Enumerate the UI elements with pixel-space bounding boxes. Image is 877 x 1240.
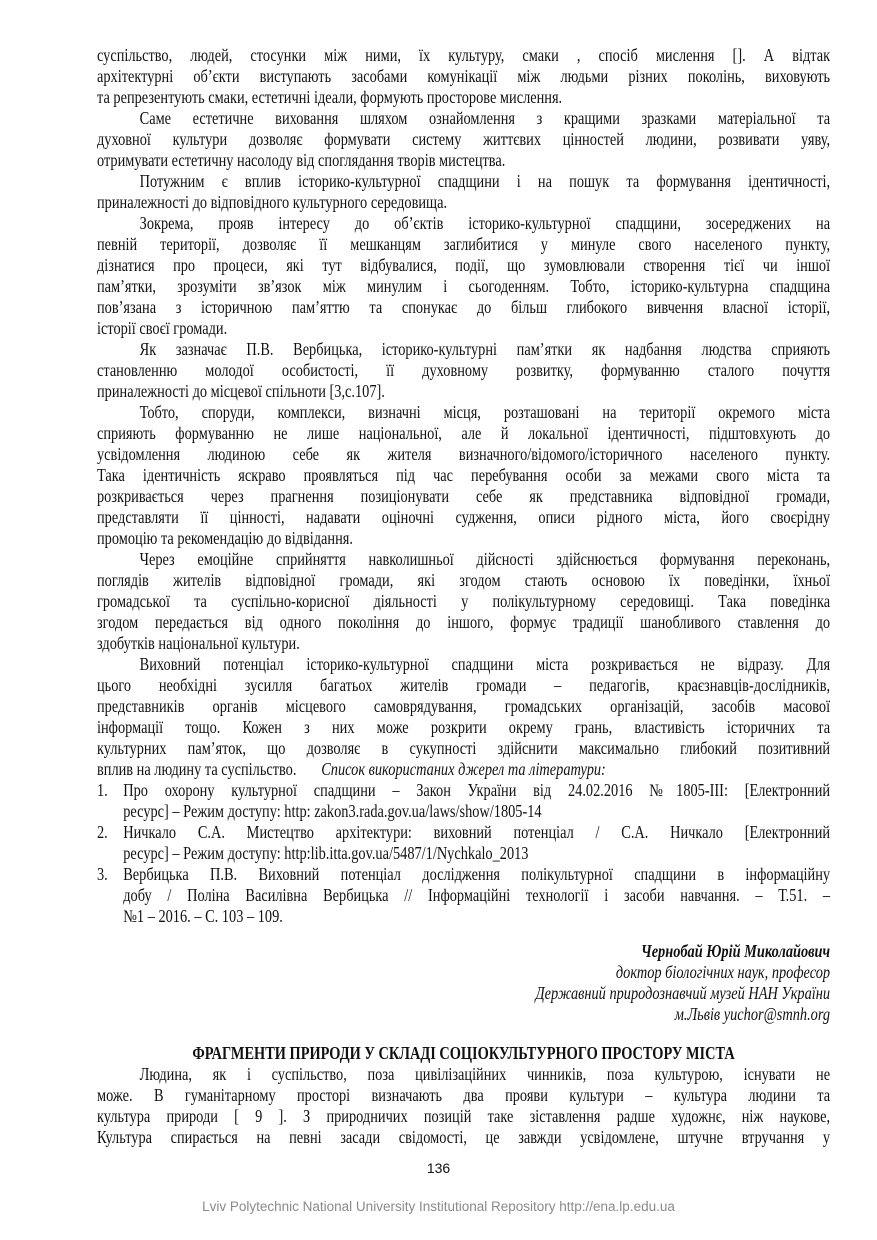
text-line: здобутків національної культури. — [97, 633, 300, 653]
text-line: поглядів жителів відповідної громади, які згодом стають основою їх поведінки, їхньої — [97, 570, 831, 590]
text-line: архітектурні об’єкти виступають засобами комунікації між людьми різних поколінь, виховують — [97, 66, 831, 86]
text-line: Саме естетичне виховання шляхом ознайомлення з кращими зразками матеріальної та — [139, 108, 831, 128]
text-line: історії своєї громади. — [97, 318, 228, 338]
reference-number: 3. — [97, 864, 108, 884]
references-section — [97, 759, 830, 927]
author-degree: доктор біологічних наук, професор — [615, 962, 831, 982]
reference-item — [97, 864, 830, 927]
text-line: Така ідентичність яскраво проявляться під час перебування особи за межами свого міста та — [97, 465, 831, 485]
references-title: Список використаних джерел та літератури: — [321, 759, 606, 779]
reference-item — [97, 780, 830, 822]
paragraph — [97, 45, 830, 108]
text-line: представляти її цінності, надавати оціночні судження, описи рідного міста, його своєрідну — [97, 507, 831, 527]
reference-number: 1. — [97, 780, 108, 800]
text-line: Зокрема, прояв інтересу до об’єктів історико-культурної спадщини, зосереджених на — [139, 213, 831, 233]
text-line: культура природи [ 9 ]. З природничих позицій таке зіставлення радше художнє, ніж наукове, — [97, 1106, 831, 1126]
reference-line: Вербицька П.В. Виховний потенціал дослідження полікультурної спадщини в інформаційну — [123, 864, 831, 884]
text-line: суспільство, людей, стосунки між ними, їх культуру, смаки , спосіб мислення []. А відтак — [97, 45, 831, 65]
text-line: Як зазначає П.В. Вербицька, історико-культурні пам’ятки як надбання людства сприяють — [139, 339, 831, 359]
author-name: Чернобай Юрій Миколайович — [640, 941, 831, 961]
text-line: та репрезентують смаки, естетичні ідеали, формують просторове мислення. — [97, 87, 563, 107]
text-line: Через емоційне сприйняття навколишньої дійсності здійснюється формування переконань, — [139, 549, 831, 569]
text-line: становленню молодої особистості, її духовному розвитку, формуванню сталого почуття — [97, 360, 831, 380]
reference-line: Ничкало С.А. Мистецтво архітектури: виховний потенціал / С.А. Ничкало [Електронний — [123, 822, 831, 842]
paragraph — [97, 213, 830, 339]
text-line: Тобто, споруди, комплекси, визначні місця, розташовані на території окремого міста — [139, 402, 831, 422]
text-line: Потужним є вплив історико-культурної спадщини і на пошук та формування ідентичності, — [139, 171, 831, 191]
reference-line: ресурс] – Режим доступу: http: zakon3.rada.gov.ua/laws/show/1805-14 — [123, 801, 542, 821]
text-line: громадської та суспільно-корисної діяльності у полікультурному середовищі. Така поведінка — [97, 591, 831, 611]
paragraph — [97, 108, 830, 171]
reference-line: добу / Поліна Василівна Вербицька // Інформаційні технології і засоби навчання. – Т.51. – — [123, 885, 831, 905]
body-text — [97, 45, 830, 780]
author-block — [97, 941, 830, 1025]
reference-line: №1 – 2016. – С. 103 – 109. — [123, 906, 283, 926]
paragraph — [97, 1064, 830, 1148]
article-section — [97, 1043, 830, 1148]
text-line: згодом передається від одного покоління до іншого, формує традиції шанобливого ставлення до — [97, 612, 831, 632]
reference-line: ресурс] – Режим доступу: http:lib.itta.gov.ua/5487/1/Nychkalo_2013 — [123, 843, 529, 863]
text-line: пов’язана з історичною пам’яттю та спонукає до більш глибокого вивчення власної історії, — [97, 297, 831, 317]
text-line: представників органів місцевого самоврядування, громадських організацій, засобів масової — [97, 696, 831, 716]
text-line: розкривається через прагнення позиціонувати себе як представника відповідної громади, — [97, 486, 831, 506]
text-line: дізнатися про процеси, які тут відбувалися, події, що зумовлювали створення тієї чи іншої — [97, 255, 831, 275]
text-line: Культура спирається на певні засади свідомості, це завжди усвідомлене, штучне втручання у — [97, 1127, 831, 1147]
reference-line: Про охорону культурної спадщини – Закон України від 24.02.2016 №1805-III: [Електронний — [123, 780, 831, 800]
article-body — [97, 1064, 830, 1148]
repository-footer: Lviv Polytechnic National University Institutional Repository http://ena.lp.edu.ua — [202, 1199, 675, 1214]
text-line: сприяють формуванню не лише національної, але й локальної ідентичності, підштовхують до — [97, 423, 831, 443]
reference-item — [97, 822, 830, 864]
text-line: Людина, як і суспільство, поза цивілізаційних чинників, поза культурою, існувати не — [139, 1064, 831, 1084]
text-line: приналежності до місцевої спільноти [3,с.107]. — [97, 381, 385, 401]
text-line: вплив на людину та суспільство. — [97, 759, 297, 779]
text-line: промоцію та рекомендацію до відвідання. — [97, 528, 353, 548]
author-location-email: м.Львів yuchor@smnh.org — [674, 1004, 831, 1024]
text-line: Виховний потенціал історико-культурної спадщини міста розкривається не відразу. Для — [139, 654, 831, 674]
paragraph — [97, 402, 830, 549]
text-line: цього необхідні зусилля багатьох жителів громади – педагогів, краєзнавців-дослідників, — [97, 675, 831, 695]
text-line: певній території, дозволяє її мешканцям заглибитися у минуле свого населеного пункту, — [97, 234, 831, 254]
text-line: може. В гуманітарному просторі визначають два прояви культури – культура людини та — [97, 1085, 831, 1105]
article-title: ФРАГМЕНТИ ПРИРОДИ У СКЛАДІ СОЦІОКУЛЬТУРНОГО ПРОСТОРУ МІСТА — [192, 1043, 735, 1063]
text-line: пам’ятки, зрозуміти зв’язок між минулим і сьогоденням. Тобто, історико-культурна спадщина — [97, 276, 831, 296]
author-institution: Державний природознавчий музей НАН України — [535, 983, 831, 1003]
page-number: 136 — [426, 1160, 451, 1176]
text-line: отримувати естетичну насолоду від споглядання творів мистецтва. — [97, 150, 506, 170]
text-line: культурних пам’яток, що дозволяє в сукупності здійснити максимально глибокий позитивний — [97, 738, 831, 758]
reference-number: 2. — [97, 822, 108, 842]
text-line: інформації тощо. Кожен з них може розкрити окрему грань, властивість історичних та — [97, 717, 831, 737]
text-line: усвідомлення людиною себе як жителя визначного/відомого/історичного населеного пункту. — [97, 444, 831, 464]
paragraph — [97, 171, 830, 213]
references-list — [97, 780, 830, 927]
text-line: приналежності до відповідного культурного середовища. — [97, 192, 448, 212]
text-line: духовної культури дозволяє формувати систему життєвих цінностей людини, розвивати уяву, — [97, 129, 831, 149]
paragraph — [97, 339, 830, 402]
paragraph — [97, 549, 830, 654]
